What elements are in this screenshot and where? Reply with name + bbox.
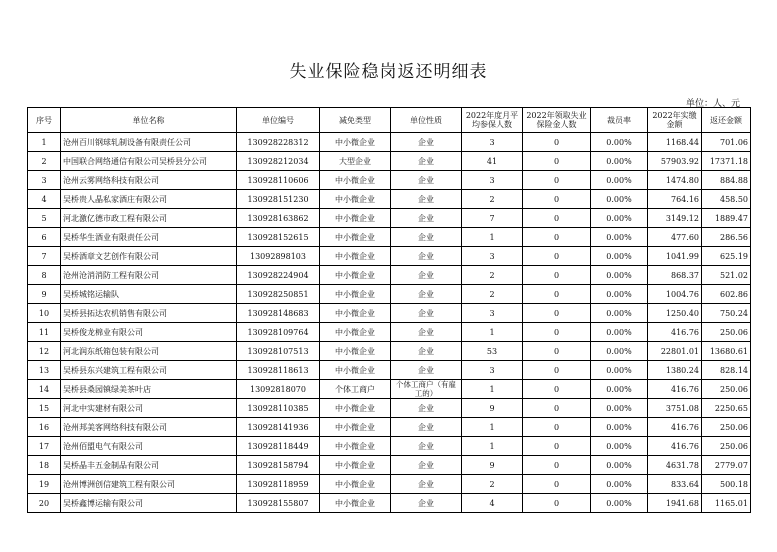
avg-insured: 1	[462, 418, 523, 437]
avg-insured: 1	[462, 323, 523, 342]
unemployed-count: 0	[523, 323, 591, 342]
row-index: 17	[28, 437, 61, 456]
unit-nature: 企业	[391, 190, 462, 209]
layoff-rate: 0.00%	[591, 475, 648, 494]
unit-nature: 企业	[391, 285, 462, 304]
paid-amount: 3751.08	[648, 399, 702, 418]
paid-amount: 1168.44	[648, 133, 702, 152]
unemployed-count: 0	[523, 285, 591, 304]
table-row	[28, 266, 751, 285]
header-col-unit-nature: 单位性质	[391, 108, 462, 133]
header-col-layoff-rate: 裁员率	[591, 108, 648, 133]
unit-nature: 企业	[391, 133, 462, 152]
unit-code: 130928151230	[237, 190, 320, 209]
reduction-type: 中小微企业	[320, 190, 391, 209]
unit-code: 130928158794	[237, 456, 320, 475]
refund-amount: 521.02	[702, 266, 751, 285]
unit-name: 吴桥鑫博运输有限公司	[61, 494, 237, 513]
unemployed-count: 0	[523, 209, 591, 228]
paid-amount: 1380.24	[648, 361, 702, 380]
table-row	[28, 190, 751, 209]
refund-amount: 17371.18	[702, 152, 751, 171]
header-col-index: 序号	[28, 108, 61, 133]
layoff-rate: 0.00%	[591, 494, 648, 513]
layoff-rate: 0.00%	[591, 342, 648, 361]
unit-name: 沧州云雾网络科技有限公司	[61, 171, 237, 190]
paid-amount: 416.76	[648, 437, 702, 456]
unit-name: 沧州邦美客网络科技有限公司	[61, 418, 237, 437]
refund-amount: 250.06	[702, 418, 751, 437]
table-body	[28, 133, 751, 513]
row-index: 10	[28, 304, 61, 323]
refund-amount: 625.19	[702, 247, 751, 266]
header-col-reduction-type: 减免类型	[320, 108, 391, 133]
avg-insured: 2	[462, 285, 523, 304]
unit-code: 130928163862	[237, 209, 320, 228]
refund-amount: 13680.61	[702, 342, 751, 361]
refund-amount: 500.18	[702, 475, 751, 494]
paid-amount: 1041.99	[648, 247, 702, 266]
unit-name: 吴桥贵人晶私家酒庄有限公司	[61, 190, 237, 209]
refund-amount: 828.14	[702, 361, 751, 380]
reduction-type: 中小微企业	[320, 247, 391, 266]
unit-name: 吴桥县拓达农机销售有限公司	[61, 304, 237, 323]
paid-amount: 57903.92	[648, 152, 702, 171]
unit-nature: 企业	[391, 247, 462, 266]
row-index: 2	[28, 152, 61, 171]
avg-insured: 53	[462, 342, 523, 361]
unit-nature: 企业	[391, 418, 462, 437]
unemployed-count: 0	[523, 228, 591, 247]
paid-amount: 416.76	[648, 418, 702, 437]
unemployed-count: 0	[523, 171, 591, 190]
avg-insured: 1	[462, 228, 523, 247]
layoff-rate: 0.00%	[591, 323, 648, 342]
refund-amount: 750.24	[702, 304, 751, 323]
refund-amount: 250.06	[702, 380, 751, 399]
table-row	[28, 399, 751, 418]
refund-detail-table	[27, 107, 751, 513]
table-row	[28, 323, 751, 342]
unit-code: 13092818070	[237, 380, 320, 399]
refund-amount: 286.56	[702, 228, 751, 247]
unemployed-count: 0	[523, 494, 591, 513]
avg-insured: 3	[462, 133, 523, 152]
layoff-rate: 0.00%	[591, 361, 648, 380]
row-index: 12	[28, 342, 61, 361]
unit-code: 130928110385	[237, 399, 320, 418]
unit-code: 130928141936	[237, 418, 320, 437]
row-index: 16	[28, 418, 61, 437]
unit-nature: 企业	[391, 456, 462, 475]
unit-name: 吴桥晶丰五金制品有限公司	[61, 456, 237, 475]
layoff-rate: 0.00%	[591, 209, 648, 228]
unit-note: 单位：人、元	[686, 99, 741, 109]
refund-amount: 701.06	[702, 133, 751, 152]
row-index: 6	[28, 228, 61, 247]
reduction-type: 中小微企业	[320, 418, 391, 437]
refund-amount: 2779.07	[702, 456, 751, 475]
refund-amount: 2250.65	[702, 399, 751, 418]
unit-code: 130928228312	[237, 133, 320, 152]
reduction-type: 中小微企业	[320, 285, 391, 304]
table-row	[28, 247, 751, 266]
unit-nature: 企业	[391, 361, 462, 380]
table-row	[28, 304, 751, 323]
unemployed-count: 0	[523, 456, 591, 475]
avg-insured: 1	[462, 437, 523, 456]
layoff-rate: 0.00%	[591, 304, 648, 323]
reduction-type: 中小微企业	[320, 361, 391, 380]
avg-insured: 2	[462, 475, 523, 494]
paid-amount: 416.76	[648, 323, 702, 342]
row-index: 3	[28, 171, 61, 190]
table-row	[28, 342, 751, 361]
unit-code: 130928152615	[237, 228, 320, 247]
table-row	[28, 361, 751, 380]
layoff-rate: 0.00%	[591, 171, 648, 190]
unemployed-count: 0	[523, 475, 591, 494]
unit-nature: 企业	[391, 209, 462, 228]
unit-name: 沧州沧消消防工程有限公司	[61, 266, 237, 285]
unit-code: 130928110606	[237, 171, 320, 190]
table-row	[28, 133, 751, 152]
table-row	[28, 456, 751, 475]
table-row	[28, 437, 751, 456]
table-row	[28, 152, 751, 171]
avg-insured: 7	[462, 209, 523, 228]
unit-nature: 企业	[391, 228, 462, 247]
unit-name: 河北中实建材有限公司	[61, 399, 237, 418]
paid-amount: 764.16	[648, 190, 702, 209]
header-col-refund-amount: 返还金额	[702, 108, 751, 133]
unemployed-count: 0	[523, 361, 591, 380]
refund-amount: 602.86	[702, 285, 751, 304]
table-row	[28, 209, 751, 228]
unit-name: 中国联合网络通信有限公司吴桥县分公司	[61, 152, 237, 171]
row-index: 5	[28, 209, 61, 228]
reduction-type: 中小微企业	[320, 171, 391, 190]
paid-amount: 3149.12	[648, 209, 702, 228]
unemployed-count: 0	[523, 437, 591, 456]
unit-name: 沧州百川钢球轧制设备有限责任公司	[61, 133, 237, 152]
paid-amount: 477.60	[648, 228, 702, 247]
reduction-type: 中小微企业	[320, 228, 391, 247]
refund-amount: 458.50	[702, 190, 751, 209]
avg-insured: 3	[462, 171, 523, 190]
paid-amount: 1941.68	[648, 494, 702, 513]
unemployed-count: 0	[523, 152, 591, 171]
refund-amount: 884.88	[702, 171, 751, 190]
refund-amount: 250.06	[702, 323, 751, 342]
unit-name: 吴桥酒章文艺创作有限公司	[61, 247, 237, 266]
unit-code: 130928118613	[237, 361, 320, 380]
unit-code: 130928118449	[237, 437, 320, 456]
unemployed-count: 0	[523, 342, 591, 361]
reduction-type: 中小微企业	[320, 456, 391, 475]
unit-name: 沧州佰盟电气有限公司	[61, 437, 237, 456]
page-title: 失业保险稳岗返还明细表	[289, 62, 488, 82]
table-row	[28, 494, 751, 513]
row-index: 14	[28, 380, 61, 399]
layoff-rate: 0.00%	[591, 380, 648, 399]
paid-amount: 1250.40	[648, 304, 702, 323]
layoff-rate: 0.00%	[591, 285, 648, 304]
layoff-rate: 0.00%	[591, 190, 648, 209]
unit-nature: 企业	[391, 494, 462, 513]
reduction-type: 大型企业	[320, 152, 391, 171]
paid-amount: 833.64	[648, 475, 702, 494]
unit-nature: 企业	[391, 437, 462, 456]
reduction-type: 中小微企业	[320, 323, 391, 342]
unit-code: 130928148683	[237, 304, 320, 323]
unit-nature: 个体工商户（有雇工的）	[391, 380, 462, 399]
unit-name: 吴桥县桑园镇绿美茶叶店	[61, 380, 237, 399]
unit-code: 130928155807	[237, 494, 320, 513]
layoff-rate: 0.00%	[591, 456, 648, 475]
avg-insured: 4	[462, 494, 523, 513]
header-col-unit-name: 单位名称	[61, 108, 237, 133]
paid-amount: 868.37	[648, 266, 702, 285]
avg-insured: 2	[462, 266, 523, 285]
header-col-unemployed-count: 2022年领取失业保险金人数	[523, 108, 591, 133]
avg-insured: 3	[462, 361, 523, 380]
reduction-type: 中小微企业	[320, 475, 391, 494]
reduction-type: 中小微企业	[320, 342, 391, 361]
unit-code: 130928212034	[237, 152, 320, 171]
reduction-type: 中小微企业	[320, 494, 391, 513]
unemployed-count: 0	[523, 133, 591, 152]
avg-insured: 3	[462, 304, 523, 323]
unemployed-count: 0	[523, 190, 591, 209]
unemployed-count: 0	[523, 266, 591, 285]
layoff-rate: 0.00%	[591, 437, 648, 456]
reduction-type: 中小微企业	[320, 133, 391, 152]
unit-code: 13092898103	[237, 247, 320, 266]
unemployed-count: 0	[523, 399, 591, 418]
avg-insured: 2	[462, 190, 523, 209]
paid-amount: 4631.78	[648, 456, 702, 475]
unemployed-count: 0	[523, 418, 591, 437]
refund-amount: 1165.01	[702, 494, 751, 513]
row-index: 7	[28, 247, 61, 266]
table-row	[28, 380, 751, 399]
unit-nature: 企业	[391, 304, 462, 323]
avg-insured: 9	[462, 399, 523, 418]
unemployed-count: 0	[523, 304, 591, 323]
reduction-type: 个体工商户	[320, 380, 391, 399]
row-index: 18	[28, 456, 61, 475]
row-index: 8	[28, 266, 61, 285]
table-row	[28, 171, 751, 190]
reduction-type: 中小微企业	[320, 304, 391, 323]
unit-nature: 企业	[391, 475, 462, 494]
avg-insured: 41	[462, 152, 523, 171]
row-index: 15	[28, 399, 61, 418]
unit-nature: 企业	[391, 171, 462, 190]
unit-nature: 企业	[391, 323, 462, 342]
layoff-rate: 0.00%	[591, 418, 648, 437]
avg-insured: 1	[462, 380, 523, 399]
unit-name: 吴桥县东兴建筑工程有限公司	[61, 361, 237, 380]
unit-name: 吴桥俊龙棉业有限公司	[61, 323, 237, 342]
layoff-rate: 0.00%	[591, 152, 648, 171]
paid-amount: 1474.80	[648, 171, 702, 190]
refund-amount: 1889.47	[702, 209, 751, 228]
reduction-type: 中小微企业	[320, 437, 391, 456]
unit-code: 130928109764	[237, 323, 320, 342]
unit-code: 130928118959	[237, 475, 320, 494]
unit-nature: 企业	[391, 342, 462, 361]
avg-insured: 9	[462, 456, 523, 475]
table-row	[28, 228, 751, 247]
unit-name: 沧州博洲创信建筑工程有限公司	[61, 475, 237, 494]
table-header-row	[28, 108, 751, 133]
table-row	[28, 418, 751, 437]
unemployed-count: 0	[523, 380, 591, 399]
row-index: 13	[28, 361, 61, 380]
layoff-rate: 0.00%	[591, 399, 648, 418]
layoff-rate: 0.00%	[591, 133, 648, 152]
unit-code: 130928224904	[237, 266, 320, 285]
reduction-type: 中小微企业	[320, 399, 391, 418]
reduction-type: 中小微企业	[320, 266, 391, 285]
unemployed-count: 0	[523, 247, 591, 266]
row-index: 4	[28, 190, 61, 209]
row-index: 11	[28, 323, 61, 342]
unit-name: 吴桥华生酒业有限责任公司	[61, 228, 237, 247]
unit-name: 河北润东纸箱包装有限公司	[61, 342, 237, 361]
refund-amount: 250.06	[702, 437, 751, 456]
avg-insured: 3	[462, 247, 523, 266]
header-col-unit-code: 单位编号	[237, 108, 320, 133]
row-index: 9	[28, 285, 61, 304]
reduction-type: 中小微企业	[320, 209, 391, 228]
unit-code: 130928107513	[237, 342, 320, 361]
row-index: 19	[28, 475, 61, 494]
header-col-paid-amount: 2022年实缴金额	[648, 108, 702, 133]
table-row	[28, 285, 751, 304]
header-col-avg-insured: 2022年度月平均参保人数	[462, 108, 523, 133]
row-index: 1	[28, 133, 61, 152]
layoff-rate: 0.00%	[591, 247, 648, 266]
paid-amount: 22801.01	[648, 342, 702, 361]
unit-nature: 企业	[391, 266, 462, 285]
unit-code: 130928250851	[237, 285, 320, 304]
unit-name: 吴桥城铭运输队	[61, 285, 237, 304]
unit-nature: 企业	[391, 152, 462, 171]
layoff-rate: 0.00%	[591, 228, 648, 247]
layoff-rate: 0.00%	[591, 266, 648, 285]
unit-name: 河北激亿德市政工程有限公司	[61, 209, 237, 228]
table-row	[28, 475, 751, 494]
paid-amount: 1004.76	[648, 285, 702, 304]
unit-nature: 企业	[391, 399, 462, 418]
row-index: 20	[28, 494, 61, 513]
paid-amount: 416.76	[648, 380, 702, 399]
